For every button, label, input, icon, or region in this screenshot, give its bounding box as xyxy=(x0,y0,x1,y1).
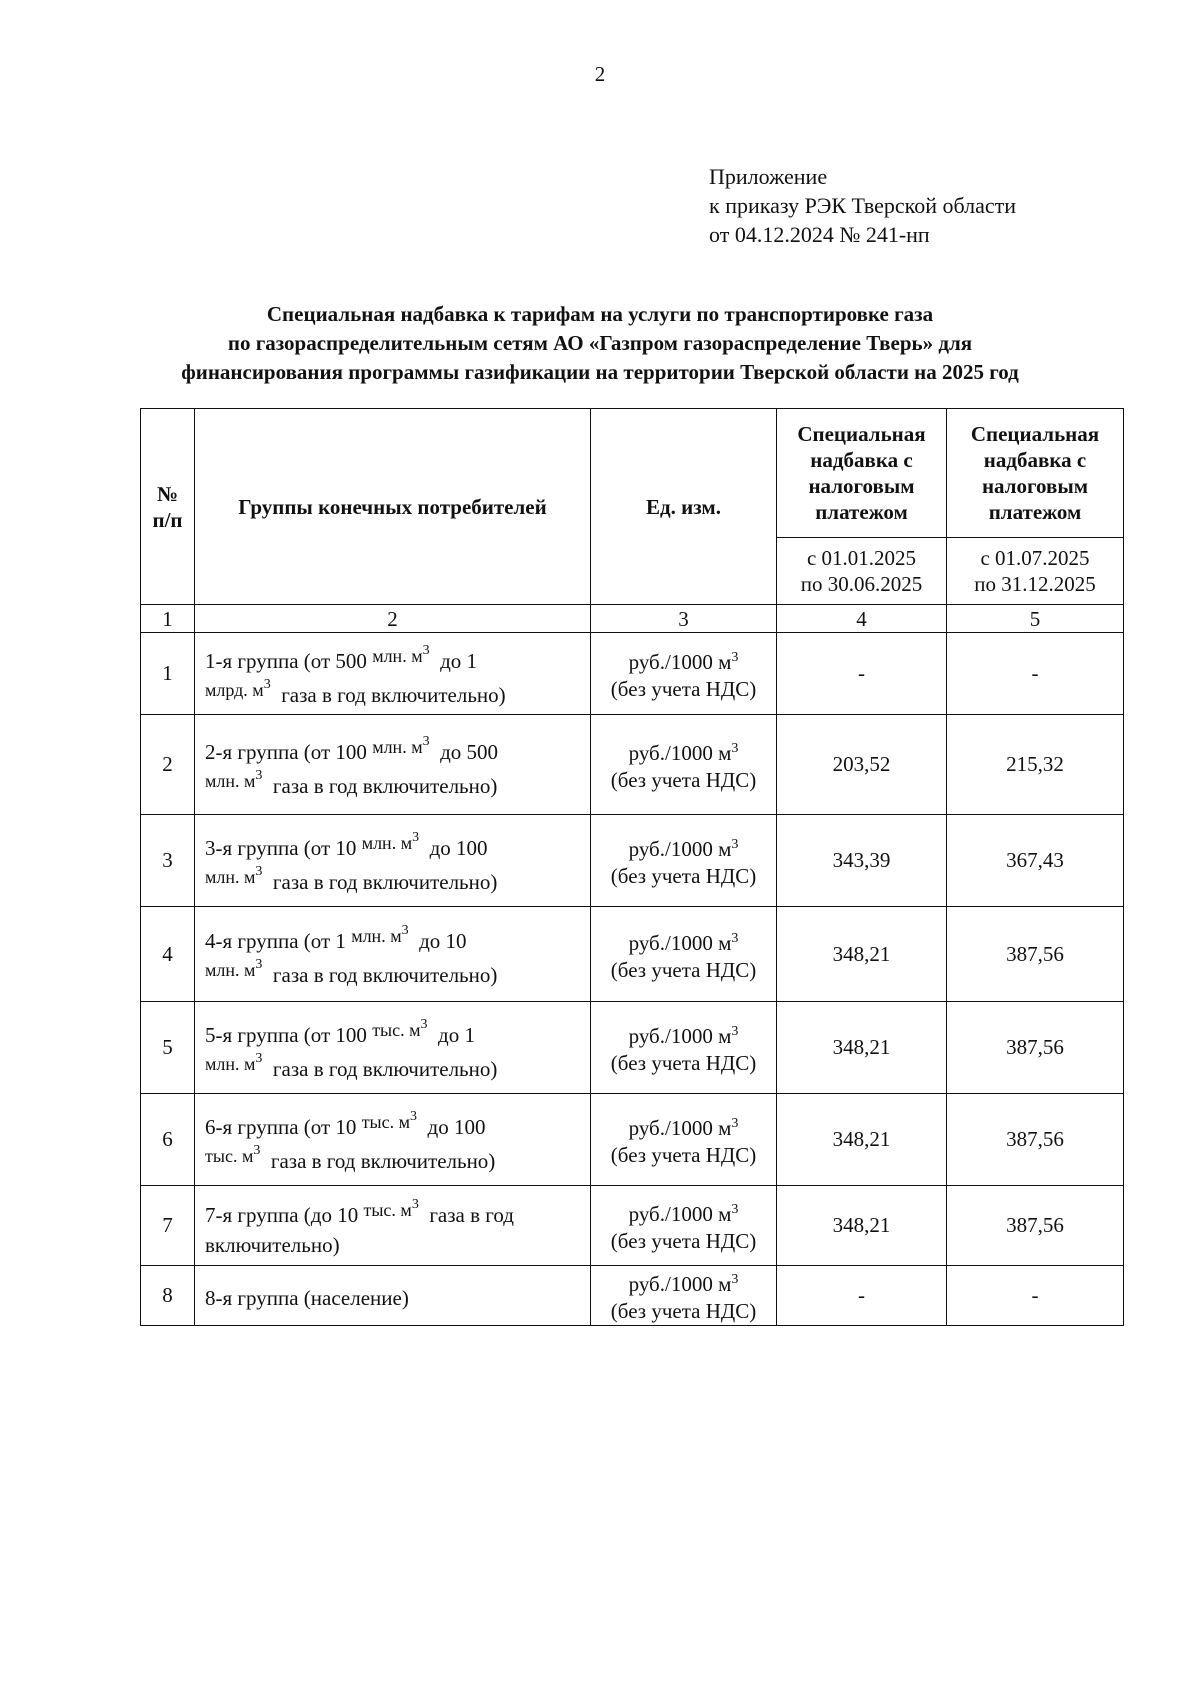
row-number: 6 xyxy=(141,1094,195,1186)
cube-superscript: 3 xyxy=(731,930,739,946)
unit-text: руб./1000 м xyxy=(628,650,732,674)
surcharge-h1-value: 348,21 xyxy=(777,907,947,1002)
group-text: газа в год включительно) xyxy=(262,963,498,987)
column-index-row xyxy=(141,605,1124,633)
consumer-group xyxy=(195,1186,591,1266)
header-h1-line: надбавка с xyxy=(810,448,913,472)
surcharge-h1-value: 343,39 xyxy=(777,815,947,907)
cube-superscript: 3 xyxy=(255,767,263,783)
unit-line-2: (без учета НДС) xyxy=(610,1229,757,1253)
group-text: 8-я группа (население) xyxy=(205,1285,409,1310)
consumer-group xyxy=(195,633,591,715)
group-text: газа в год включительно) xyxy=(262,869,498,894)
group-line-2 xyxy=(205,1231,584,1259)
group-text: до 1 xyxy=(427,1022,475,1047)
surcharge-h2-value: 387,56 xyxy=(947,1186,1124,1266)
unit-line-1 xyxy=(597,1110,770,1142)
table-body xyxy=(141,633,1124,1326)
group-line-2 xyxy=(205,864,584,897)
surcharge-h1-value: 348,21 xyxy=(777,1186,947,1266)
period-h2-from: с 01.07.2025 xyxy=(980,546,1090,570)
table-row xyxy=(141,633,1124,715)
group-text: до 500 xyxy=(429,739,499,764)
group-text: газа в год xyxy=(418,1203,514,1227)
surcharge-h2-value: 367,43 xyxy=(947,815,1124,907)
period-h1-from: с 01.01.2025 xyxy=(806,546,917,570)
group-text: газа в год включительно) xyxy=(270,682,506,707)
column-index: 1 xyxy=(141,605,195,633)
unit-line-2: (без учета НДС) xyxy=(610,864,757,888)
volume-unit: млн. м xyxy=(205,866,256,887)
table-row xyxy=(141,1094,1124,1186)
group-text: включительно) xyxy=(205,1233,340,1257)
row-number: 5 xyxy=(141,1002,195,1094)
unit-text: руб./1000 м xyxy=(628,1024,732,1048)
row-number: 1 xyxy=(141,633,195,715)
cube-superscript: 3 xyxy=(422,733,430,749)
row-number: 3 xyxy=(141,815,195,907)
header-unit: Ед. изм. xyxy=(591,409,777,605)
table-row xyxy=(141,815,1124,907)
surcharge-h2-value: 215,32 xyxy=(947,715,1124,815)
volume-unit: млн. м xyxy=(205,1053,256,1074)
volume-unit: млн. м xyxy=(361,832,413,853)
column-index: 3 xyxy=(591,605,777,633)
consumer-group xyxy=(195,1266,591,1326)
unit-text: руб./1000 м xyxy=(628,1116,732,1140)
volume-unit: тыс. м xyxy=(205,1145,254,1166)
title-line-1: Специальная надбавка к тарифам на услуги по транспортировке газа xyxy=(266,302,934,326)
cube-superscript: 3 xyxy=(263,676,271,692)
surcharge-h2-value: 387,56 xyxy=(947,1002,1124,1094)
surcharge-h1-value: - xyxy=(777,633,947,715)
unit-text: руб./1000 м xyxy=(628,1202,732,1226)
surcharge-h1-value: 203,52 xyxy=(777,715,947,815)
unit-cell xyxy=(591,1002,777,1094)
header-h1-line: налоговым xyxy=(808,474,915,498)
cube-superscript: 3 xyxy=(412,829,420,845)
group-text: 5-я группа (от 100 xyxy=(205,1022,373,1047)
header-number-sign: № xyxy=(156,481,179,506)
cube-superscript: 3 xyxy=(731,1272,739,1287)
group-text: газа в год включительно) xyxy=(262,773,498,798)
volume-unit: млн. м xyxy=(372,736,423,757)
surcharge-h2-value: 387,56 xyxy=(947,1094,1124,1186)
cube-superscript: 3 xyxy=(255,957,263,972)
unit-line-1 xyxy=(597,1266,770,1298)
unit-cell xyxy=(591,715,777,815)
cube-superscript: 3 xyxy=(731,1024,739,1039)
row-number: 2 xyxy=(141,715,195,815)
surcharge-h2-value: 387,56 xyxy=(947,907,1124,1002)
column-index: 2 xyxy=(195,605,591,633)
volume-unit: млн. м xyxy=(205,960,256,980)
column-index: 5 xyxy=(947,605,1124,633)
cube-superscript: 3 xyxy=(731,1202,739,1217)
unit-line-2: (без учета НДС) xyxy=(610,1051,757,1075)
volume-unit: тыс. м xyxy=(361,1111,411,1132)
group-text: до 1 xyxy=(429,648,478,673)
unit-line-2: (без учета НДС) xyxy=(610,1299,757,1323)
group-text: газа в год включительно) xyxy=(262,1056,498,1081)
group-line-1 xyxy=(205,1104,584,1143)
appendix-note xyxy=(709,162,1016,249)
title-line-2: по газораспределительным сетям АО «Газпром газораспределение Тверь» для xyxy=(227,331,973,355)
cube-superscript: 3 xyxy=(420,1016,428,1032)
unit-cell xyxy=(591,1266,777,1326)
row-number: 4 xyxy=(141,907,195,1002)
cube-superscript: 3 xyxy=(731,650,739,665)
header-h2-line: Специальная xyxy=(970,422,1100,446)
unit-text: руб./1000 м xyxy=(628,837,732,861)
header-groups: Группы конечных потребителей xyxy=(195,409,591,605)
header-h2-line: налоговым xyxy=(981,474,1089,498)
group-line-1 xyxy=(205,1012,584,1051)
cube-superscript: 3 xyxy=(401,923,409,938)
row-number: 7 xyxy=(141,1186,195,1266)
cube-superscript: 3 xyxy=(253,1142,261,1158)
appendix-line-1: Приложение xyxy=(709,164,828,189)
unit-cell xyxy=(591,1186,777,1266)
period-h2 xyxy=(947,538,1124,605)
unit-line-1 xyxy=(597,1018,770,1050)
cube-superscript: 3 xyxy=(731,741,739,756)
group-text: 2-я группа (от 100 xyxy=(205,739,373,764)
title-line-3: финансирования программы газификации на территории Тверской области на 2025 год xyxy=(181,360,1019,384)
period-h1-to: по 30.06.2025 xyxy=(800,572,923,596)
volume-unit: тыс. м xyxy=(372,1019,421,1040)
surcharge-h2-value: - xyxy=(947,1266,1124,1326)
group-line-1 xyxy=(205,729,584,768)
volume-unit: млрд. м xyxy=(205,679,264,700)
cube-superscript: 3 xyxy=(422,642,430,658)
group-text: до 100 xyxy=(417,1114,486,1139)
unit-line-1 xyxy=(597,925,770,957)
table-row xyxy=(141,907,1124,1002)
unit-line-1 xyxy=(597,644,770,676)
page-number: 2 xyxy=(594,62,606,86)
appendix-line-3: от 04.12.2024 № 241-нп xyxy=(709,222,930,247)
period-h2-to: по 31.12.2025 xyxy=(974,572,1096,596)
row-number: 8 xyxy=(141,1266,195,1326)
volume-unit: млн. м xyxy=(351,926,402,946)
group-line-1 xyxy=(205,1279,584,1313)
consumer-group xyxy=(195,1002,591,1094)
period-h1 xyxy=(777,538,947,605)
unit-line-1 xyxy=(597,831,770,863)
table-row xyxy=(141,1186,1124,1266)
unit-cell xyxy=(591,633,777,715)
unit-line-1 xyxy=(597,735,770,767)
group-line-1 xyxy=(205,918,584,957)
group-line-2 xyxy=(205,768,584,801)
unit-text: руб./1000 м xyxy=(628,741,732,765)
header-h2-line: надбавка с xyxy=(983,448,1087,472)
consumer-group xyxy=(195,715,591,815)
column-index: 4 xyxy=(777,605,947,633)
unit-line-2: (без учета НДС) xyxy=(610,677,757,701)
table-row xyxy=(141,715,1124,815)
group-text: 7-я группа (до 10 xyxy=(205,1203,364,1227)
group-line-1 xyxy=(205,638,584,677)
appendix-line-2: к приказу РЭК Тверской области xyxy=(709,193,1017,218)
header-number-pp: п/п xyxy=(152,507,183,532)
cube-superscript: 3 xyxy=(411,1197,419,1212)
consumer-group xyxy=(195,815,591,907)
table-row xyxy=(141,1002,1124,1094)
surcharge-h1-value: - xyxy=(777,1266,947,1326)
unit-cell xyxy=(591,907,777,1002)
volume-unit: млн. м xyxy=(372,645,423,666)
document-title xyxy=(100,300,1100,387)
group-text: газа в год включительно) xyxy=(260,1148,496,1173)
surcharge-h2-value: - xyxy=(947,633,1124,715)
volume-unit: тыс. м xyxy=(363,1200,412,1220)
header-number xyxy=(141,409,195,605)
group-line-1 xyxy=(205,1192,584,1231)
consumer-group xyxy=(195,907,591,1002)
header-h2-line: платежом xyxy=(988,500,1082,524)
volume-unit: млн. м xyxy=(205,770,256,791)
tariff-table xyxy=(140,408,1124,1326)
unit-line-1 xyxy=(597,1196,770,1228)
group-line-2 xyxy=(205,957,584,990)
group-text: 3-я группа (от 10 xyxy=(205,835,362,860)
group-text: до 100 xyxy=(419,835,488,860)
group-text: 1-я группа (от 500 xyxy=(205,648,373,673)
unit-cell xyxy=(591,815,777,907)
group-text: до 10 xyxy=(408,929,467,953)
header-surcharge-h1 xyxy=(777,409,947,538)
unit-line-2: (без учета НДС) xyxy=(610,768,757,792)
cube-superscript: 3 xyxy=(255,1050,263,1066)
table-row xyxy=(141,1266,1124,1326)
unit-text: руб./1000 м xyxy=(628,930,732,955)
consumer-group xyxy=(195,1094,591,1186)
cube-superscript: 3 xyxy=(731,837,739,852)
group-line-1 xyxy=(205,825,584,864)
unit-line-2: (без учета НДС) xyxy=(610,957,757,982)
header-surcharge-h2 xyxy=(947,409,1124,538)
cube-superscript: 3 xyxy=(731,1116,739,1131)
group-text: 6-я группа (от 10 xyxy=(205,1114,362,1139)
unit-line-2: (без учета НДС) xyxy=(610,1143,757,1167)
surcharge-h1-value: 348,21 xyxy=(777,1094,947,1186)
unit-cell xyxy=(591,1094,777,1186)
group-line-2 xyxy=(205,1143,584,1176)
group-line-2 xyxy=(205,677,584,710)
cube-superscript: 3 xyxy=(410,1108,418,1124)
header-h1-line: Специальная xyxy=(797,422,926,446)
group-line-2 xyxy=(205,1051,584,1084)
cube-superscript: 3 xyxy=(255,863,263,879)
header-h1-line: платежом xyxy=(815,500,908,524)
unit-text: руб./1000 м xyxy=(628,1272,732,1296)
surcharge-h1-value: 348,21 xyxy=(777,1002,947,1094)
group-text: 4-я группа (от 1 xyxy=(205,929,352,953)
header-row xyxy=(141,409,1124,538)
